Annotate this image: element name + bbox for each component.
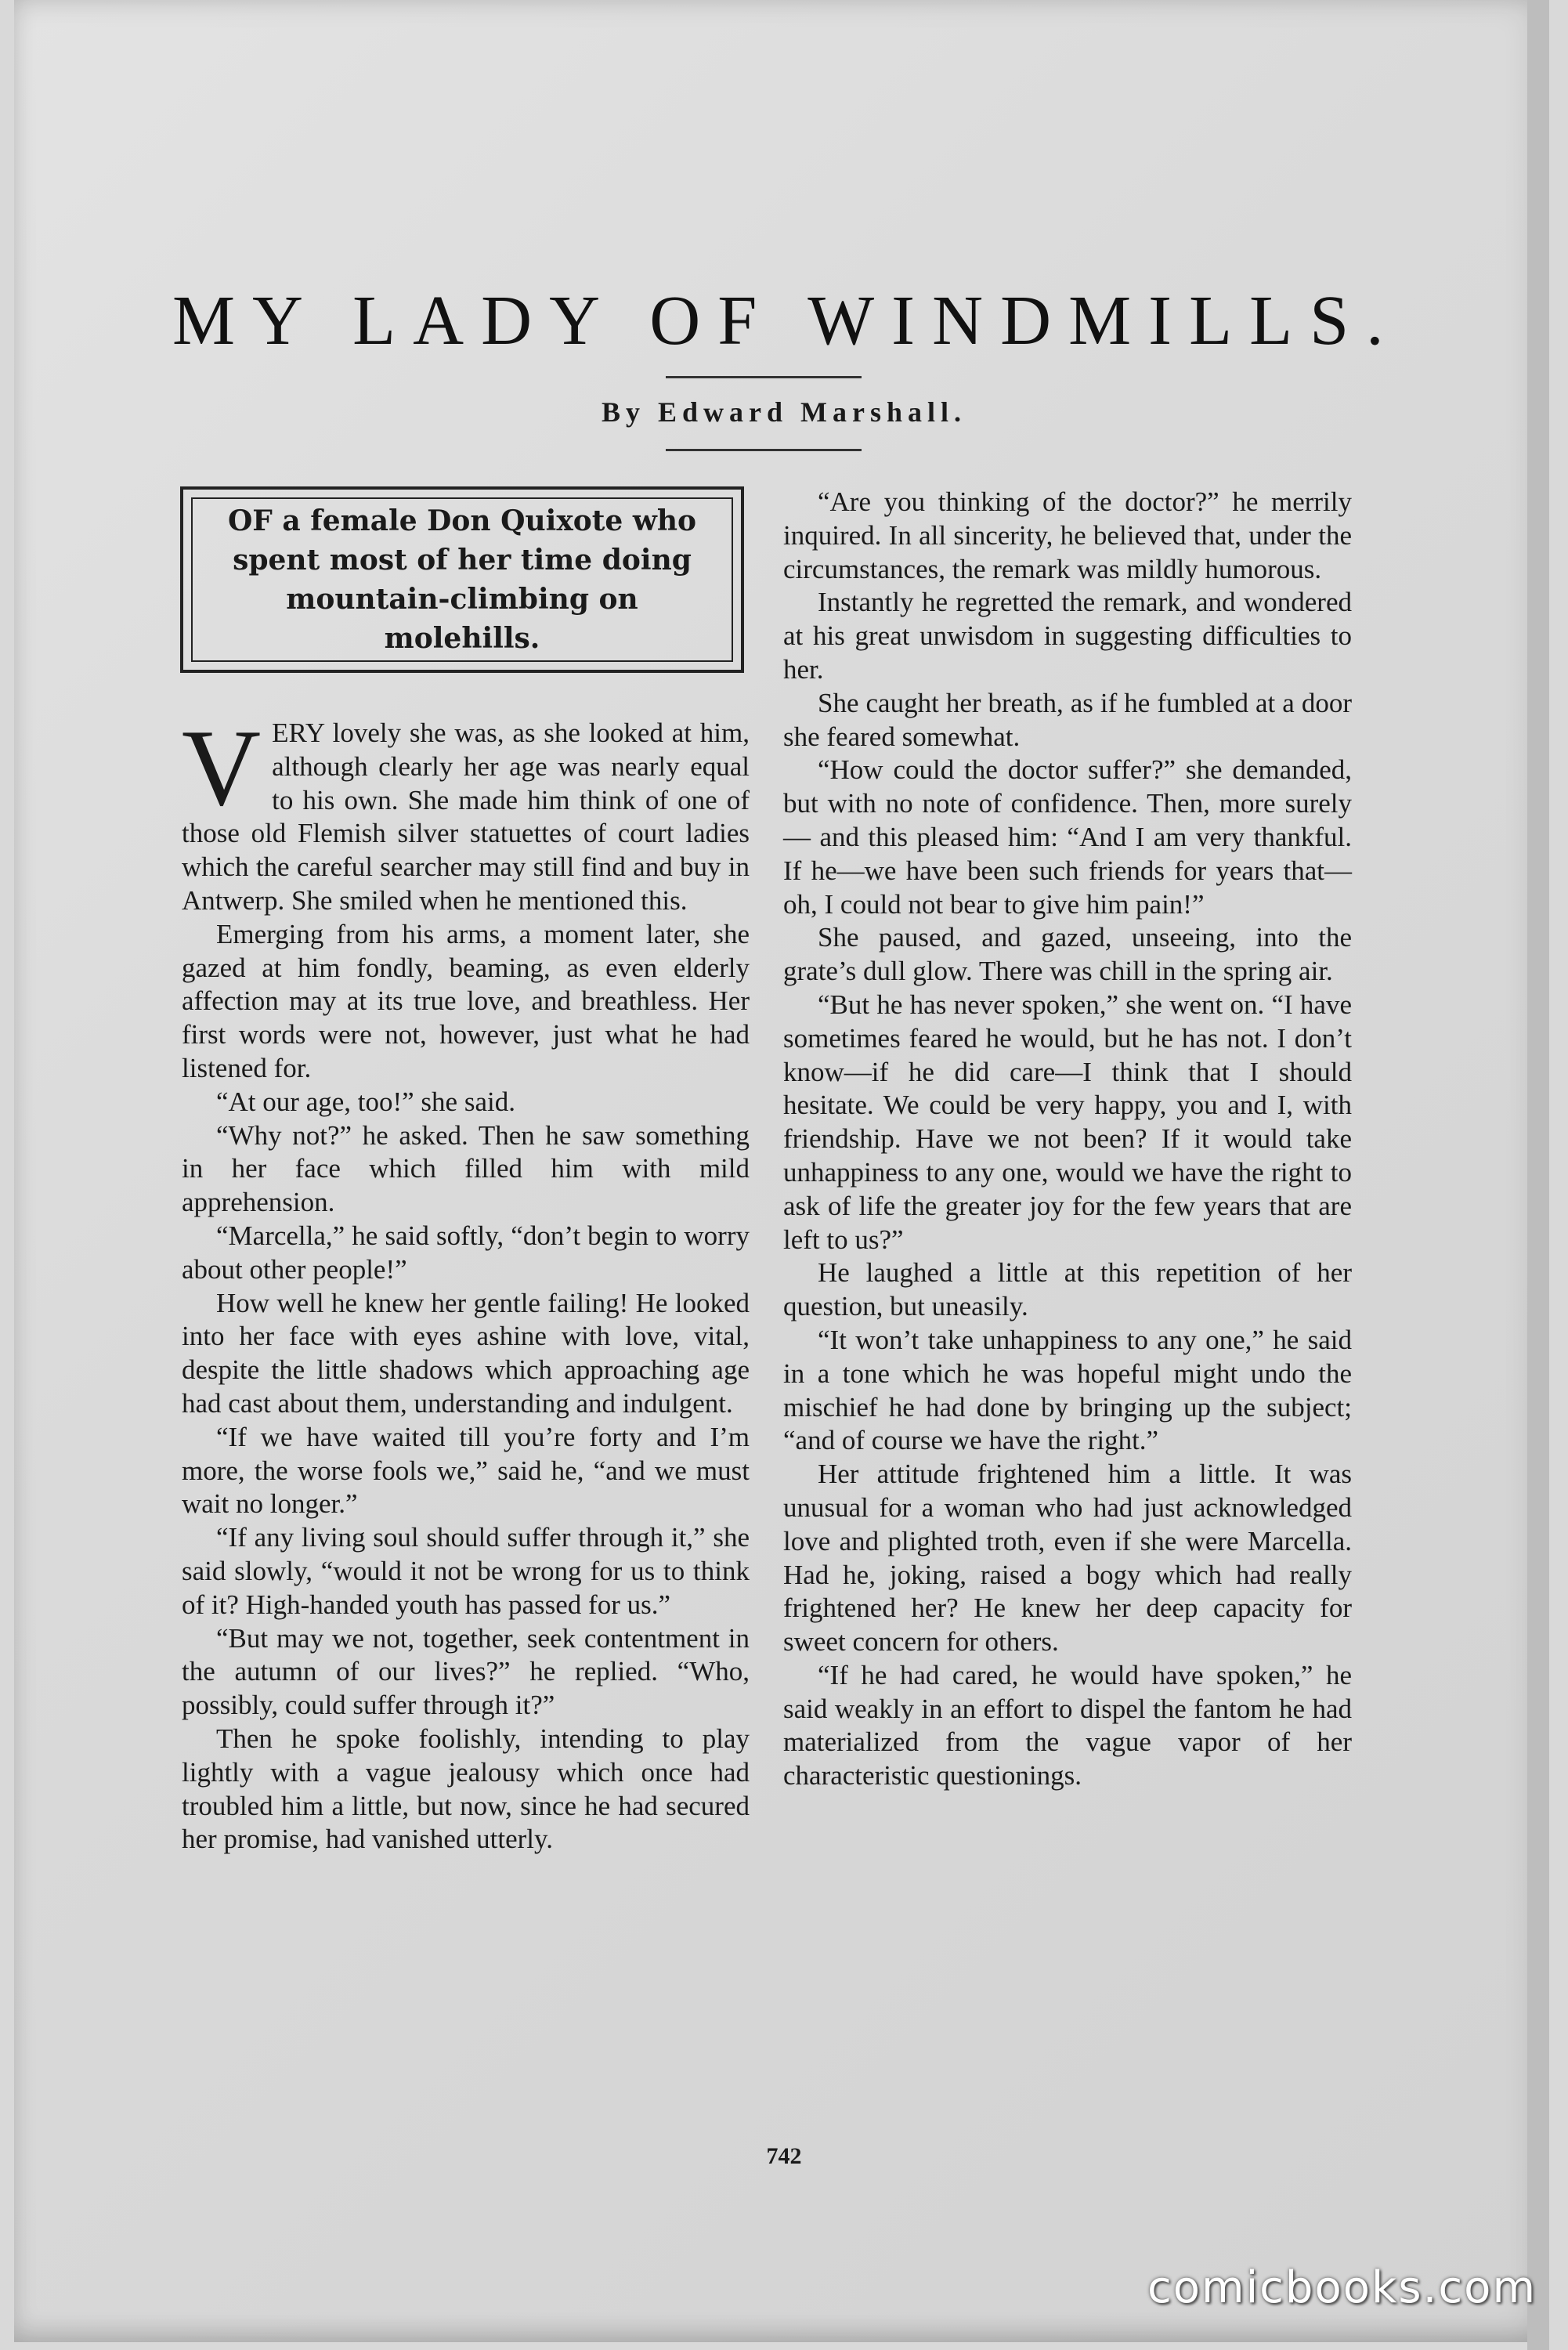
title-rule (666, 376, 862, 378)
article-title: MY LADY OF WINDMILLS. (172, 282, 1401, 360)
paragraph: He laughed a little at this repetition of her question, but uneasily. (783, 1257, 1352, 1322)
right-column (783, 486, 1352, 1793)
summary-text: OF a female Don Quixote who spent most of her time doing mountain-climbing on molehills. (227, 504, 697, 655)
left-column (182, 707, 750, 1856)
paragraph: Her attitude frightened him a little. It was unusual for a woman who had just acknowledged love and plighted troth, even if she were Marcella. Had he, joking, raised a bogy which had really frightened her? He knew her deep capacity for sweet concern for others. (783, 1459, 1352, 1658)
paragraph: Emerging from his arms, a moment later, she gazed at him fondly, beaming, as even elderly affection may at its true love, and breathless. Her first words were not, however, just what he had listened for. (182, 918, 750, 1083)
paragraph: “But may we not, together, seek contentment in the autumn of our lives?” he replied. “Who, possibly, could suffer through it?” (182, 1622, 750, 1721)
paragraph: “Why not?” he asked. Then he saw something in her face which filled him with mild apprehension. (182, 1119, 750, 1218)
paragraph: “At our age, too!” she said. (216, 1086, 515, 1117)
paragraph: “How could the doctor suffer?” she demanded, but with no note of confidence. Then, more surely — and this pleased him: “And I am very thankful. If he—we have been such friends for years that—oh, I could not bear to give him pain!” (783, 754, 1352, 920)
paragraph: Then he spoke foolishly, intending to play lightly with a vague jealousy which once had troubled him a little, but now, since he had secured her promise, had vanished utterly. (182, 1723, 750, 1855)
site-watermark: comicbooks.com (1147, 2262, 1537, 2313)
paragraph: How well he knew her gentle failing! He looked into her face with eyes ashine with love, vital, despite the little shadows which approaching age had cast about them, understanding and indulgent. (182, 1287, 750, 1419)
summary-box (180, 486, 744, 673)
first-paragraph (182, 707, 750, 918)
paragraph: “Are you thinking of the doctor?” he merrily inquired. In all sincerity, he believed that, under the circumstances, the remark was mildly humorous. (783, 486, 1352, 584)
page-edge (1527, 0, 1549, 2350)
first-paragraph-text: ERY lovely she was, as she looked at him, although clearly her age was nearly equal to his own. She made him think of one of those old Flemish silver statuettes of court ladies which the careful searcher may still find and buy in Antwerp. She smiled when he mentioned this. (182, 718, 750, 916)
summary-box-inner (191, 497, 733, 662)
page-number: 742 (766, 2143, 802, 2169)
paragraph: She paused, and gazed, unseeing, into the grate’s dull glow. There was chill in the spring air. (783, 922, 1352, 987)
paragraph: “If any living soul should suffer through it,” she said slowly, “would it not be wrong for us to think of it? High-handed youth has passed for us.” (182, 1522, 750, 1620)
byline-rule (666, 449, 862, 451)
paragraph: She caught her breath, as if he fumbled at a door she feared somewhat. (783, 687, 1352, 752)
paragraph: “Marcella,” he said softly, “don’t begin to worry about other people!” (182, 1220, 750, 1285)
drop-cap: V (182, 707, 262, 829)
paragraph: “If he had cared, he would have spoken,” he said weakly in an effort to dispel the fantom he had materialized from the vague vapor of her characteristic questionings. (783, 1659, 1352, 1791)
paragraph: Instantly he regretted the remark, and wondered at his great unwisdom in suggesting difficulties to her. (783, 587, 1352, 685)
paragraph: “It won’t take unhappiness to any one,” he said in a tone which he was hopeful might undo the mischief he had done by bringing up the subject; “and of course we have the right.” (783, 1324, 1352, 1456)
paragraph: “If we have waited till you’re forty and I’m more, the worse fools we,” said he, “and we must wait no longer.” (182, 1421, 750, 1520)
article-byline: By Edward Marshall. (601, 396, 967, 428)
paragraph: “But he has never spoken,” she went on. “I have sometimes feared he would, but he has not. I don’t know—if he did care—I think that I should hesitate. We could be very happy, you and I, with friendship. Have we not been? If it would take unhappiness to any one, would we have the right to ask of life the greater joy for the few years that are left to us?” (783, 989, 1352, 1255)
